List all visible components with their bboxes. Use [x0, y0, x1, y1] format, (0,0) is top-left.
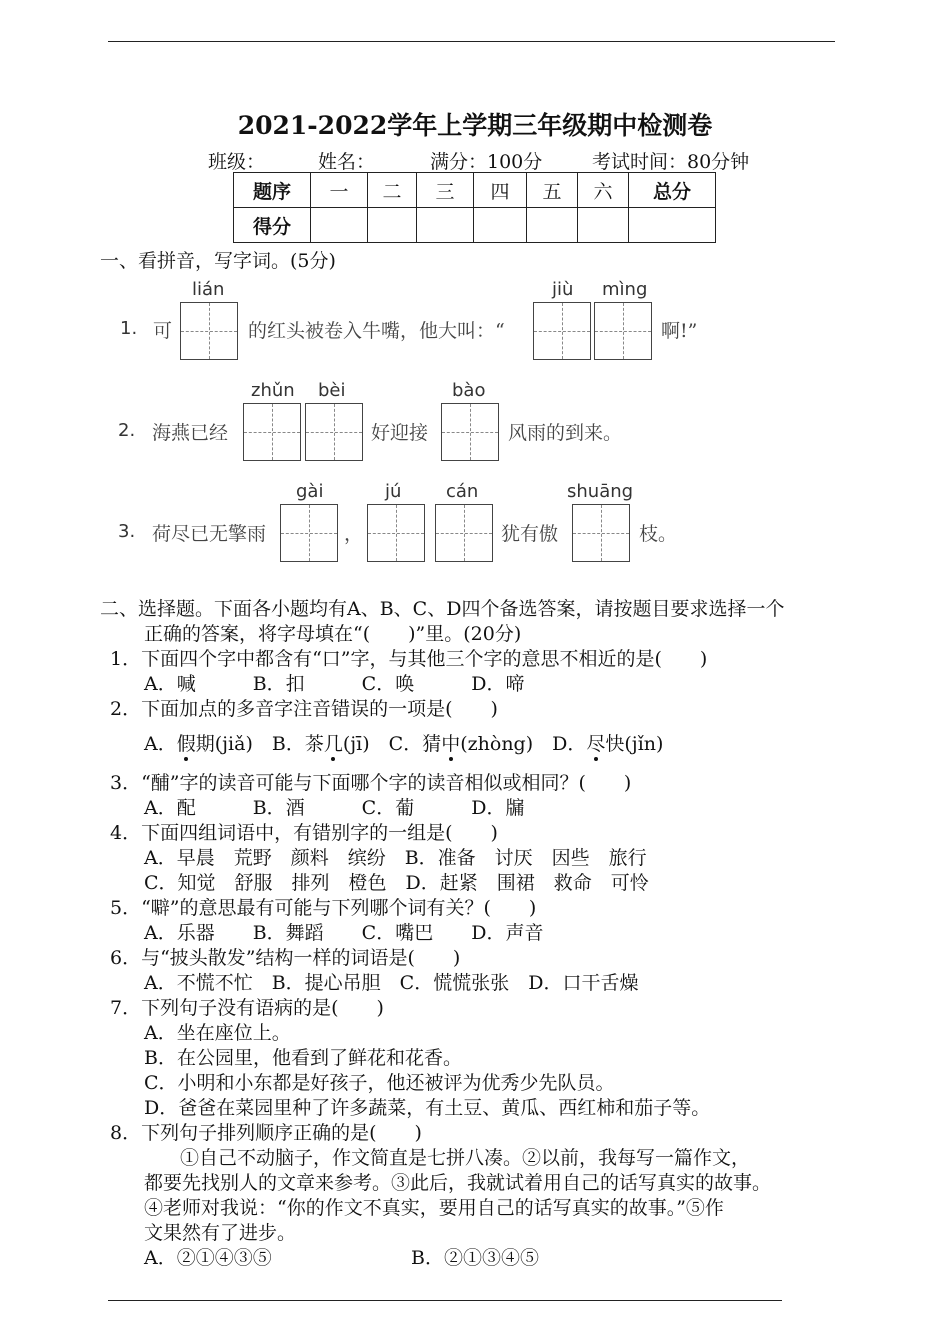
pinyin: bào [452, 380, 486, 401]
question-stem: 6．与“披头散发”结构一样的词语是( ) [110, 947, 461, 969]
section1-heading: 一、看拼音，写字词。(5分) [100, 250, 336, 272]
name-label: 姓名： [318, 151, 376, 173]
page-title: 2021-2022学年上学期三年级期中检测卷 [237, 111, 713, 140]
question-options: A．早晨 荒野 颜料 缤纷 B．准备 讨厌 因些 旅行 [144, 847, 647, 869]
exam-time: 考试时间：80分钟 [592, 151, 750, 173]
writing-grid[interactable] [180, 302, 238, 360]
dotted-char: 中 [441, 733, 461, 755]
score-input-cell[interactable] [311, 208, 368, 243]
exam-info [208, 147, 749, 174]
option-text: 快(jǐn) [605, 733, 664, 755]
class-label: 班级： [208, 151, 266, 173]
score-input-cell[interactable] [527, 208, 578, 243]
question-options: A．不慌不忙 B．提心吊胆 C．慌慌张张 D．口干舌燥 [144, 972, 639, 994]
pinyin: cán [446, 481, 479, 502]
score-input-cell[interactable] [417, 208, 474, 243]
question-text: 啊!” [661, 320, 698, 342]
score-cell: 四 [474, 173, 527, 208]
question-number: 1. [120, 318, 138, 339]
dotted-char: 假 [176, 733, 196, 755]
question-text: 海燕已经 [152, 422, 229, 444]
option-text: (jī) C．猜 [342, 733, 442, 755]
question-option: A．②①④③⑤ [144, 1247, 272, 1269]
question-options: C．知觉 舒服 排列 橙色 D．赶紧 围裙 救命 可怜 [144, 872, 649, 894]
top-rule [108, 41, 835, 42]
question-options: A．喊 B．扣 C．唤 D．啼 [144, 673, 525, 695]
question-stem: 2．下面加点的多音字注音错误的一项是( ) [110, 698, 498, 720]
score-table-score-row [234, 208, 716, 243]
option-text: 期(jiǎ) B．茶 [195, 733, 324, 755]
pinyin: jú [385, 481, 402, 502]
question-option: B．②①③④⑤ [411, 1247, 539, 1269]
pinyin: jiù [552, 279, 574, 300]
question-text: 可 [153, 320, 173, 342]
pinyin: lián [192, 279, 225, 300]
question-text: 犹有傲 [501, 523, 559, 545]
question-option: C．小明和小东都是好孩子，他还被评为优秀少先队员。 [144, 1072, 615, 1094]
dotted-char: 尽 [586, 733, 606, 755]
score-input-cell[interactable] [474, 208, 527, 243]
writing-grid[interactable] [243, 403, 301, 461]
dotted-char: 几 [323, 733, 343, 755]
question-text: 枝。 [639, 523, 678, 545]
question-option: B．在公园里，他看到了鲜花和花香。 [144, 1047, 462, 1069]
question-stem: 3．“酺”字的读音可能与下面哪个字的读音相似或相同？( ) [110, 772, 632, 794]
question-stem: 4．下面四组词语中，有错别字的一组是( ) [110, 822, 498, 844]
full-score: 满分：100分 [430, 151, 543, 173]
question-stem: 7．下列句子没有语病的是( ) [110, 997, 384, 1019]
writing-grid[interactable] [367, 504, 425, 562]
question-number: 2. [118, 420, 136, 441]
score-cell: 三 [417, 173, 474, 208]
passage-line: 都要先找别人的文章来参考。③此后，我就试着用自己的话写真实的故事。 [144, 1172, 772, 1194]
writing-grid[interactable] [533, 302, 591, 360]
writing-grid[interactable] [435, 504, 493, 562]
score-table [233, 172, 716, 243]
bottom-rule [108, 1300, 782, 1301]
pinyin: zhǔn [251, 380, 295, 401]
score-cell: 总分 [629, 173, 716, 208]
question-number: 3. [118, 521, 136, 542]
question-options: A．配 B．酒 C．葡 D．牖 [144, 797, 525, 819]
pinyin: gài [296, 481, 324, 502]
score-cell: 一 [311, 173, 368, 208]
question-text: 好迎接 [371, 422, 429, 444]
question-stem: 5．“噼”的意思最有可能与下列哪个词有关？( ) [110, 897, 537, 919]
score-cell: 六 [578, 173, 629, 208]
score-cell: 二 [368, 173, 417, 208]
score-row-label: 得分 [234, 208, 311, 243]
question-stem: 8．下列句子排列顺序正确的是( ) [110, 1122, 422, 1144]
passage-line: 文果然有了进步。 [144, 1222, 297, 1244]
section2-heading: 二、选择题。下面各小题均有A、B、C、D四个备选答案，请按题目要求选择一个 [100, 598, 785, 620]
score-input-cell[interactable] [578, 208, 629, 243]
question-stem: 1．下面四个字中都含有“口”字，与其他三个字的意思不相近的是( ) [110, 648, 708, 670]
passage-line: ④老师对我说：“你的作文不真实，要用自己的话写真实的故事。”⑤作 [144, 1197, 724, 1219]
pinyin: shuāng [567, 481, 634, 502]
score-input-cell[interactable] [629, 208, 716, 243]
pinyin: mìng [602, 279, 648, 300]
score-cell: 五 [527, 173, 578, 208]
score-table-header-row [234, 173, 716, 208]
writing-grid[interactable] [572, 504, 630, 562]
question-option: A．坐在座位上。 [144, 1022, 291, 1044]
question-text: 荷尽已无擎雨 [152, 523, 267, 545]
score-input-cell[interactable] [368, 208, 417, 243]
question-text: ， [344, 523, 364, 545]
question-option: D．爸爸在菜园里种了许多蔬菜，有土豆、黄瓜、西红柿和茄子等。 [144, 1097, 711, 1119]
question-text: 风雨的到来。 [508, 422, 623, 444]
passage-line: ①自己不动脑子，作文简直是七拼八凑。②以前，我每写一篇作文， [180, 1147, 751, 1169]
question-options [144, 729, 663, 756]
question-options: A．乐器 B．舞蹈 C．嘴巴 D．声音 [144, 922, 544, 944]
writing-grid[interactable] [280, 504, 338, 562]
pinyin: bèi [318, 380, 346, 401]
option-text: (zhòng) D． [460, 733, 587, 755]
option-text: A． [144, 733, 177, 755]
writing-grid[interactable] [594, 302, 652, 360]
writing-grid[interactable] [305, 403, 363, 461]
question-text: 的红头被卷入牛嘴，他大叫：“ [248, 320, 505, 342]
section2-heading-cont: 正确的答案，将字母填在“( )”里。(20分) [144, 623, 522, 645]
score-cell: 题序 [234, 173, 311, 208]
writing-grid[interactable] [441, 403, 499, 461]
